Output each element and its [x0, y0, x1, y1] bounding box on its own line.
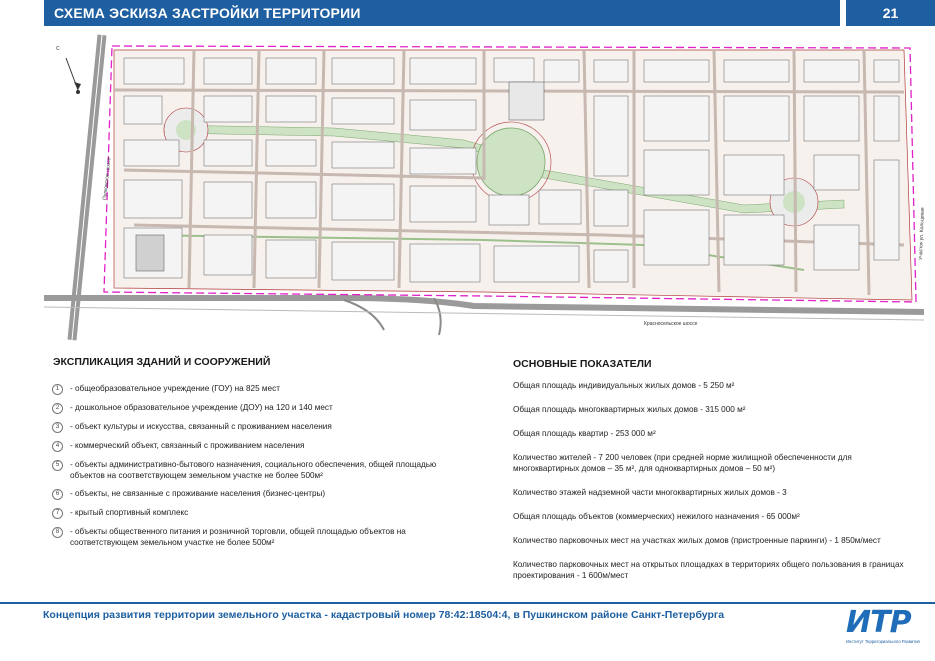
- legend-text: - объекты общественного питания и розничной торговли, общей площадью объектов на соответствующем земельном участке не более 500м²: [70, 527, 406, 547]
- road-label-pulkovskoe: Пулковское шоссе: [102, 157, 113, 201]
- stat-item: Общая площадь индивидуальных жилых домов - 5 250 м²: [513, 381, 735, 390]
- legend-item: [52, 383, 462, 395]
- stats-title: ОСНОВНЫЕ ПОКАЗАТЕЛИ: [513, 358, 652, 370]
- compass-label: С: [56, 46, 60, 52]
- road-label-krasnoselskoe: Красносельское шоссе: [644, 321, 698, 327]
- stat-item: Количество парковочных мест на участках жилых домов (пристроенные паркинги) - 1 850м/мест: [513, 536, 881, 545]
- legend-item: [52, 526, 462, 548]
- legend-title: ЭКСПЛИКАЦИЯ ЗДАНИЙ И СООРУЖЕНИЙ: [53, 356, 271, 368]
- legend-text: - объекты административно-бытового назначения, социального обеспечения, общей площадью объектов на соответствующем земельном участке не более 500м²: [70, 460, 437, 480]
- stats-list: [513, 380, 913, 594]
- legend-number: 5: [52, 460, 63, 471]
- sports-complex: [136, 235, 164, 271]
- legend-text: - объекты, не связанные с проживание населения (бизнес-центры): [70, 489, 326, 498]
- legend-number: 7: [52, 508, 63, 519]
- legend-item: [52, 402, 462, 414]
- legend-number: 1: [52, 384, 63, 395]
- legend-item: [52, 421, 462, 433]
- stat-item: Количество жителей - 7 200 человек (при средней норме жилищной обеспеченности для многоквартирных домов – 35 м², для одноквартирных домов – 50 м²): [513, 453, 852, 473]
- legend-number: 8: [52, 527, 63, 538]
- road-label-right: Участок ул. Кольцевая: [918, 207, 926, 261]
- legend-text: - общеобразовательное учреждение (ГОУ) на 825 мест: [70, 384, 280, 393]
- site-plan: [44, 30, 924, 340]
- legend-text: - дошкольное образовательное учреждение (ДОУ) на 120 и 140 мест: [70, 403, 333, 412]
- legend-item: [52, 459, 462, 481]
- stat-item: Общая площадь объектов (коммерческих) нежилого назначения - 65 000м²: [513, 512, 800, 521]
- itr-logo: ИТР: [846, 605, 911, 640]
- legend-text: - объект культуры и искусства, связанный с проживанием населения: [70, 422, 332, 431]
- central-park: [477, 128, 545, 196]
- page-number: 21: [846, 0, 935, 26]
- stat-item: Общая площадь многоквартирных жилых домов - 315 000 м²: [513, 405, 746, 414]
- legend-number: 6: [52, 489, 63, 500]
- legend: [52, 383, 462, 555]
- legend-number: 2: [52, 403, 63, 414]
- stat-item: Общая площадь квартир - 253 000 м²: [513, 429, 656, 438]
- legend-item: [52, 440, 462, 452]
- legend-number: 4: [52, 441, 63, 452]
- legend-text: - крытый спортивный комплекс: [70, 508, 189, 517]
- page-title: СХЕМА ЭСКИЗА ЗАСТРОЙКИ ТЕРРИТОРИИ: [54, 5, 361, 21]
- legend-item: [52, 488, 462, 500]
- legend-number: 3: [52, 422, 63, 433]
- legend-item: [52, 507, 462, 519]
- school-building: [509, 82, 544, 120]
- header: [0, 0, 935, 26]
- stat-item: Количество этажей надземной части многоквартирных жилых домов - 3: [513, 488, 787, 497]
- itr-logo-subtitle: Институт Территориального Развития: [846, 639, 920, 644]
- footer-caption: Концепция развития территории земельного участка - кадастровый номер 78:42:18504:4, в Пушкинском районе Санкт-Петербурга: [43, 609, 725, 621]
- stat-item: Количество парковочных мест на открытых площадках в территориях общего пользования в границах проектирования - 1 600м/мест: [513, 560, 904, 580]
- legend-text: - коммерческий объект, связанный с проживанием населения: [70, 441, 305, 450]
- footer-divider: [0, 602, 935, 604]
